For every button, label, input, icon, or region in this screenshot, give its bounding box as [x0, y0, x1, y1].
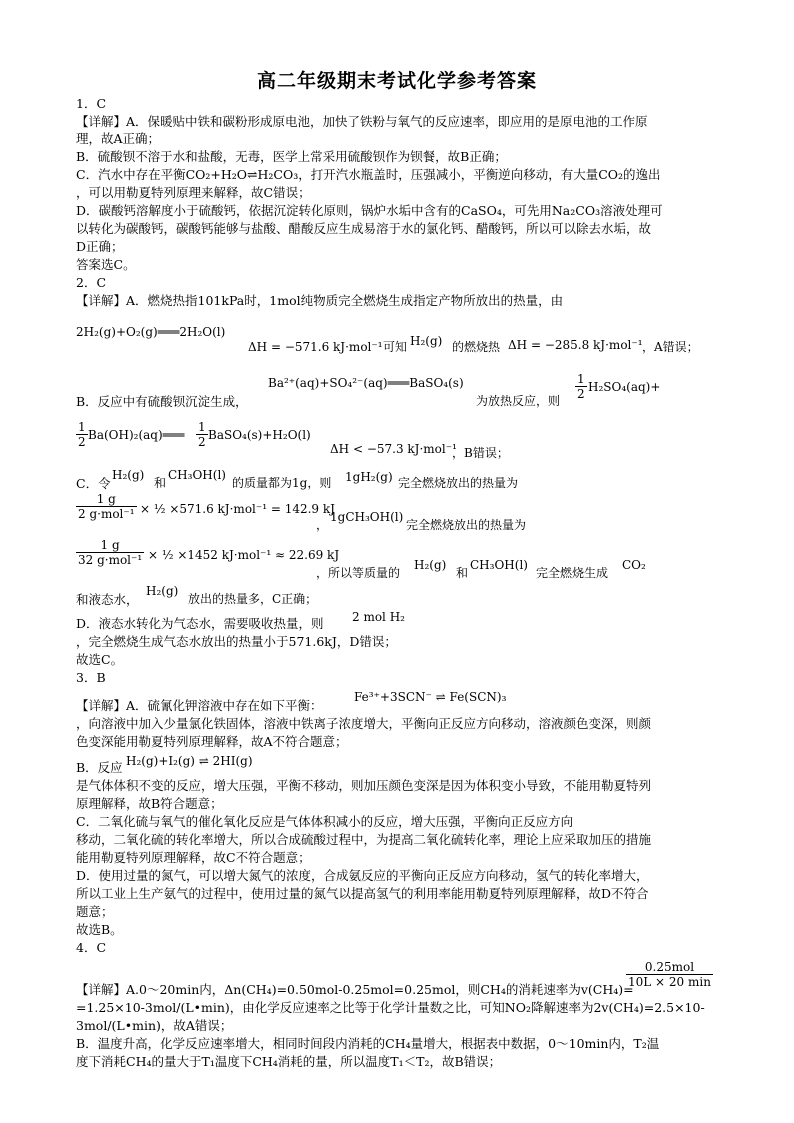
equation: 2H₂(g)+O₂(g)═══2H₂O(l): [76, 325, 226, 339]
text-fragment: 和: [456, 566, 469, 580]
equation: H₂(g): [414, 558, 447, 572]
fraction-half: $\frac{1}{2}$: [78, 420, 86, 449]
question-2-answer: 2．C: [76, 275, 107, 290]
text-line: =1.25×10-3mol/(L•min)，由化学反应速率之比等于化学计量数之比，可知NO₂降解速率为2v(CH₄)=2.5×10-: [76, 1000, 705, 1015]
equation: × ½ ×571.6 kJ·mol⁻¹ = 142.9 kJ: [140, 502, 335, 516]
text-line: C．令: [76, 476, 111, 491]
text-fragment: ，: [316, 518, 329, 532]
text-fragment: 完全燃烧生成: [536, 566, 609, 580]
equation: × ½ ×1452 kJ·mol⁻¹ ≈ 22.69 kJ: [148, 548, 340, 562]
text-line: ，完全燃烧生成气态水放出的热量小于571.6kJ，D错误；: [76, 634, 397, 649]
equation: 1gCH₃OH(l): [330, 510, 404, 524]
text-fragment: 的质量都为1g，则: [232, 476, 332, 490]
text-line: 和液态水，: [76, 592, 139, 607]
text-line: B．硫酸钡不溶于水和盐酸，无毒，医学上常采用硫酸钡作为钡餐，故B正确；: [76, 149, 507, 164]
text-fragment: 完全燃烧放出的热量为: [406, 518, 527, 532]
text-line: D正确；: [76, 239, 124, 254]
text-line: 故选C。: [76, 652, 124, 667]
text-fragment: 可知: [383, 340, 408, 354]
text-fragment: 完全燃烧放出的热量为: [398, 476, 519, 490]
equation: Ba²⁺(aq)+SO₄²⁻(aq)═══BaSO₄(s): [268, 376, 464, 390]
fraction: 1 g 32 g·mol⁻¹: [78, 538, 143, 567]
text-line: 能用勒夏特列原理解释，故C不符合题意；: [76, 850, 311, 865]
text-line: 答案选C。: [76, 257, 136, 272]
text-line: B．温度升高，化学反应速率增大，相同时间段内消耗的CH₄量增大，根据表中数据，0～10min内，T₂温: [76, 1036, 660, 1051]
text-fragment: 为放热反应，则: [476, 394, 561, 408]
equation: Ba(OH)₂(aq)═══: [88, 428, 185, 442]
text-line: 以转化为碳酸钙，碳酸钙能够与盐酸、醋酸反应生成易溶于水的氯化钙、醋酸钙，所以可以除去水垢，故: [76, 221, 652, 236]
text-line: ，可以用勒夏特列原理来解释，故C错误；: [76, 185, 311, 200]
equation: CH₃OH(l): [168, 468, 226, 482]
text-line: 【详解】A．保暖贴中铁和碳粉形成原电池，加快了铁粉与氧气的反应速率，即应用的是原电池的工作原: [76, 114, 648, 129]
equation: 1gH₂(g): [345, 470, 393, 484]
text-line: ，向溶液中加入少量氯化铁固体，溶液中铁离子浓度增大，平衡向正反应方向移动，溶液颜色变深，则颜: [76, 716, 652, 731]
equation: ΔH < −57.3 kJ·mol⁻¹: [330, 442, 457, 456]
question-1-answer: 1．C: [76, 96, 107, 111]
text-line: 是气体体积不变的反应，增大压强，平衡不移动，则加压颜色变深是因为体积变小导致，不能用勒夏特列: [76, 778, 652, 793]
text-line: 题意；: [76, 904, 114, 919]
text-line: 度下消耗CH₄的量大于T₁温度下CH₄消耗的量，所以温度T₁＜T₂，故B错误；: [76, 1054, 502, 1069]
text-line: 【详解】A.0～20min内，Δn(CH₄)=0.50mol-0.25mol=0.25mol，则CH₄的消耗速率为v(CH₄)=: [76, 982, 634, 997]
page-title: 高二年级期末考试化学参考答案: [256, 70, 537, 92]
text-line: 色变深能用勒夏特列原理解释，故A不符合题意；: [76, 734, 348, 749]
fraction: 1 g 2 g·mol⁻¹: [78, 492, 135, 521]
equation: BaSO₄(s)+H₂O(l): [208, 428, 311, 442]
question-4-answer: 4．C: [76, 940, 107, 955]
equation: CO₂: [622, 558, 646, 572]
text-fragment: 和: [154, 476, 167, 490]
fraction: 0.25mol 10L × 20 min: [628, 960, 711, 989]
text-fragment: 放出的热量多，C正确；: [188, 592, 318, 606]
question-3-answer: 3．B: [76, 670, 106, 685]
equation: H₂(g): [410, 334, 443, 348]
equation: Fe³⁺+3SCN⁻ ⇌ Fe(SCN)₃: [354, 690, 507, 704]
text-line: B．反应中有硫酸钡沉淀生成，: [76, 394, 248, 409]
text-line: 【详解】A．燃烧热指101kPa时，1mol纯物质完全燃烧生成指定产物所放出的热量，由: [76, 293, 564, 308]
equation: H₂SO₄(aq)+: [588, 380, 661, 394]
text-line: C．汽水中存在平衡CO₂+H₂O⇌H₂CO₃，打开汽水瓶盖时，压强减小，平衡逆向移动，有大量CO₂的逸出: [76, 167, 661, 182]
equation: CH₃OH(l): [470, 558, 528, 572]
text-line: D．液态水转化为气态水，需要吸收热量，则: [76, 616, 324, 631]
text-line: 所以工业上生产氨气的过程中，使用过量的氮气以提高氢气的利用率能用勒夏特列原理解释，故D不符合: [76, 886, 649, 901]
equation: H₂(g): [112, 468, 145, 482]
text-line: 理，故A正确；: [76, 131, 161, 146]
equation: H₂(g): [146, 584, 179, 598]
text-line: D．碳酸钙溶解度小于硫酸钙，依据沉淀转化原则，锅炉水垢中含有的CaSO₄，可先用Na₂CO₃溶液处理可: [76, 203, 663, 218]
text-fragment: ，A错误；: [642, 340, 699, 354]
text-line: D．使用过量的氮气，可以增大氮气的浓度，合成氨反应的平衡向正反应方向移动，氢气的转化率增大，: [76, 868, 649, 883]
text-line: 【详解】A．硫氰化钾溶液中存在如下平衡：: [76, 698, 323, 713]
equation: 2 mol H₂: [352, 610, 405, 624]
text-line: 移动，二氧化硫的转化率增大，所以合成硫酸过程中，为提高二氧化硫转化率，理论上应采取加压的措施: [76, 832, 652, 847]
text-fragment: ，B错误；: [452, 446, 509, 460]
text-line: C．二氧化硫与氧气的催化氧化反应是气体体积减小的反应，增大压强，平衡向正反应方向: [76, 814, 574, 829]
text-line: B．反应: [76, 760, 123, 775]
text-line: 3mol/(L•min)，故A错误；: [76, 1018, 233, 1033]
text-fragment: ，所以等质量的: [316, 566, 401, 580]
fraction-half: $\frac{1}{2}$: [577, 372, 585, 401]
text-line: 原理解释，故B符合题意；: [76, 796, 223, 811]
text-line: 故选B。: [76, 922, 123, 937]
equation: H₂(g)+I₂(g) ⇌ 2HI(g): [126, 754, 253, 768]
equation: ΔH = −571.6 kJ·mol⁻¹: [248, 340, 383, 354]
equation: ΔH = −285.8 kJ·mol⁻¹: [508, 338, 643, 352]
fraction-half: $\frac{1}{2}$: [198, 420, 206, 449]
text-fragment: 的燃烧热: [452, 340, 501, 354]
